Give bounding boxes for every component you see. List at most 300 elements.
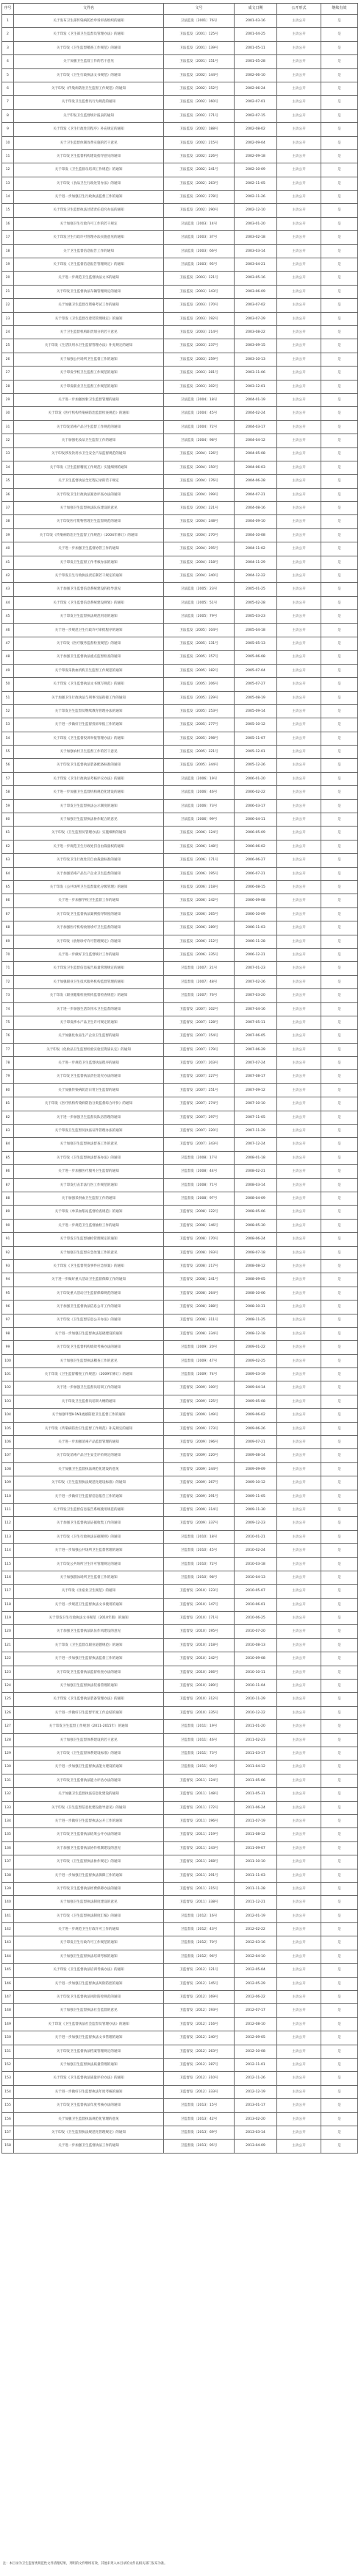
row-disclosure: 主动公开 [277,1585,321,1598]
row-disclosure: 主动公开 [277,1246,321,1259]
row-disclosure: 主动公开 [277,718,321,732]
table-row [2,2004,358,2017]
table-row [2,1178,358,1192]
table-row [2,840,358,853]
row-title: 关于印发卫生监督执法监督检查办法的通知 [14,1666,164,1679]
row-date: 2004-11-02 [235,542,277,556]
row-title: 关于印发卫生行政许可管理办法实施意见的通知 [14,231,164,244]
table-row [2,623,358,637]
row-date: 2004-04-12 [235,434,277,447]
row-validity: 是 [321,1381,358,1395]
row-index: 12 [2,163,14,177]
row-date: 2004-11-29 [235,556,277,569]
row-title: 关于印发《卫生行政执法证据规则》的通知 [14,1530,164,1543]
row-date: 2001-03-16 [235,15,277,28]
row-disclosure: 主动公开 [277,393,321,406]
row-date: 2007-02-26 [235,975,277,988]
row-title: 关于印发卫生监督执法经费保障办法的通知 [14,1882,164,1895]
row-validity: 是 [321,1923,358,1936]
row-validity: 是 [321,1991,358,2004]
row-validity: 是 [321,1788,358,1801]
row-title: 关于印发《卫生监督稽查工作规范》的通知 [14,41,164,54]
table-row [2,2017,358,2031]
row-validity: 是 [321,367,358,380]
row-index: 80 [2,1083,14,1097]
row-date: 2002-08-02 [235,123,277,136]
row-validity: 是 [321,894,358,907]
table-row [2,1259,358,1273]
row-validity: 是 [321,2140,358,2153]
row-validity: 是 [321,1855,358,1869]
row-title: 关于印发《住宿业卫生规范》的通知 [14,1585,164,1598]
table-row [2,1680,358,1693]
row-validity: 是 [321,1625,358,1638]
row-disclosure: 主动公开 [277,1368,321,1381]
row-index: 72 [2,975,14,988]
row-doc-number: 卫监督发〔2010〕266号 [164,1666,235,1679]
row-title: 关于进一步规范卫生监督抽检工作的通知 [14,1219,164,1232]
row-date: 2006-06-02 [235,840,277,853]
row-title: 关于印发《卫生监督体系建设标准》的通知 [14,1747,164,1761]
row-date: 2005-12-26 [235,759,277,772]
row-doc-number: 卫监督发〔2010〕123号 [164,1585,235,1598]
row-index: 1 [2,15,14,28]
row-disclosure: 主动公开 [277,325,321,339]
row-date: 2012-07-17 [235,2004,277,2017]
row-index: 33 [2,447,14,461]
table-row [2,746,358,759]
table-row [2,718,358,732]
row-disclosure: 主动公开 [277,258,321,272]
row-index: 142 [2,1923,14,1936]
table-row [2,502,358,515]
row-index: 18 [2,244,14,258]
row-title: 关于加强卫生监督执法装备管理的通知 [14,1680,164,1693]
row-doc-number: 卫法监发〔2004〕72号 [164,420,235,434]
row-title: 关于印发《卫生行政处罚程序》补充规定的通知 [14,123,164,136]
row-doc-number: 卫法监发〔2005〕277号 [164,718,235,732]
row-date: 2011-12-21 [235,1896,277,1909]
row-disclosure: 主动公开 [277,1841,321,1855]
table-row [2,596,358,609]
row-doc-number: 卫法监发〔2001〕151号 [164,55,235,68]
row-doc-number: 卫监督发〔2011〕268号 [164,1855,235,1869]
row-disclosure: 主动公开 [277,2031,321,2045]
table-row [2,1151,358,1164]
row-doc-number: 卫监督发〔2007〕128号 [164,1016,235,1029]
row-title: 关于印发卫生监督信息报告质量管理规定的通知 [14,962,164,975]
table-row [2,1855,358,1869]
row-doc-number: 卫监督发〔2011〕19号 [164,1720,235,1733]
row-disclosure: 主动公开 [277,881,321,894]
row-doc-number: 卫监督发〔2010〕195号 [164,1625,235,1638]
row-date: 2011-04-12 [235,1761,277,1774]
row-index: 121 [2,1638,14,1652]
row-index: 126 [2,1706,14,1719]
row-date: 2009-02-25 [235,1354,277,1367]
row-index: 124 [2,1680,14,1693]
row-title: 关于印发卫生监督执法能力评估办法的通知 [14,1774,164,1787]
table-row [2,299,358,312]
row-doc-number: 卫法监发〔2004〕270号 [164,528,235,542]
row-disclosure: 主动公开 [277,1273,321,1287]
row-title: 关于印发《卫生监督信息公开办法》的通知 [14,1314,164,1327]
row-doc-number: 卫监督发〔2009〕291号 [164,1490,235,1503]
row-doc-number: 卫监督发〔2011〕73号 [164,1747,235,1761]
row-validity: 是 [321,813,358,827]
row-doc-number: 卫法监发〔2005〕253号 [164,704,235,718]
row-doc-number: 卫监督发〔2012〕193号 [164,2004,235,2017]
row-validity: 是 [321,542,358,556]
row-date: 2007-09-12 [235,1083,277,1097]
row-disclosure: 主动公开 [277,177,321,190]
row-date: 2008-10-06 [235,1287,277,1300]
row-validity: 是 [321,1422,358,1435]
row-disclosure: 主动公开 [277,204,321,217]
row-validity: 是 [321,2085,358,2098]
row-disclosure: 主动公开 [277,542,321,556]
header-index: 序号 [2,4,14,15]
row-disclosure: 主动公开 [277,1476,321,1490]
table-row [2,1625,358,1638]
table-row [2,1233,358,1246]
row-date: 2003-09-15 [235,339,277,353]
table-row [2,488,358,501]
row-disclosure: 主动公开 [277,1233,321,1246]
row-doc-number: 卫监督发〔2009〕244号 [164,1462,235,1476]
row-date: 2005-04-18 [235,623,277,637]
row-index: 43 [2,583,14,596]
row-title: 关于印发卫生监督抽检管理规定的通知 [14,1233,164,1246]
table-row [2,217,358,230]
row-title: 关于印发消毒产品卫生安全评价规定的通知 [14,1449,164,1462]
row-date: 2006-07-21 [235,867,277,880]
table-row [2,827,358,840]
row-validity: 是 [321,68,358,82]
row-index: 13 [2,177,14,190]
row-index: 9 [2,123,14,136]
row-validity: 是 [321,1747,358,1761]
table-row [2,1314,358,1327]
row-doc-number: 卫监督发〔2010〕98号 [164,1571,235,1584]
row-title: 关于加强卫生监督应急处置工作的意见 [14,1246,164,1259]
row-doc-number: 卫法监发〔2006〕335号 [164,948,235,961]
row-disclosure: 主动公开 [277,1544,321,1557]
row-index: 39 [2,528,14,542]
row-date: 2002-07-01 [235,96,277,109]
row-doc-number: 卫监督发〔2009〕47号 [164,1354,235,1367]
row-doc-number: 卫监督发〔2009〕149号 [164,1409,235,1422]
row-doc-number: 卫监督发〔2009〕125号 [164,1395,235,1408]
row-doc-number: 卫监督发〔2008〕44号 [164,1165,235,1178]
row-title: 关于加强化妆品卫生监督工作的通知 [14,434,164,447]
row-title: 关于印发公共场所卫生许可管理规定的通知 [14,1557,164,1571]
row-title: 关于印发职业卫生监督工作规范的通知 [14,380,164,393]
row-validity: 是 [321,393,358,406]
row-index: 27 [2,367,14,380]
row-date: 2009-11-05 [235,1490,277,1503]
row-index: 93 [2,1259,14,1273]
row-title: 关于进一步做好卫生监督执法年度考核的通知 [14,2085,164,2098]
row-disclosure: 主动公开 [277,285,321,298]
row-title: 关于印发《传染病防治卫生监督工作规范》（2004年修订）的通知 [14,528,164,542]
row-validity: 是 [321,881,358,894]
row-disclosure: 主动公开 [277,1652,321,1666]
row-index: 107 [2,1449,14,1462]
row-title: 关于印发卫生监督员继续教育管理办法的通知 [14,704,164,718]
row-title: 关于加强卫生监督执法稽查工作的意见 [14,1354,164,1367]
row-validity: 是 [321,149,358,163]
row-disclosure: 主动公开 [277,1612,321,1625]
row-index: 91 [2,1233,14,1246]
table-row [2,1557,358,1571]
row-validity: 是 [321,353,358,366]
row-date: 2011-07-19 [235,1814,277,1827]
table-row [2,420,358,434]
row-index: 117 [2,1585,14,1598]
row-title: 关于印发《公共场所卫生监督量化分级管理》的通知 [14,881,164,894]
row-validity: 是 [321,475,358,488]
row-index: 11 [2,149,14,163]
row-index: 79 [2,1070,14,1083]
row-disclosure: 主动公开 [277,583,321,596]
row-index: 73 [2,989,14,1002]
row-validity: 是 [321,41,358,54]
table-row [2,163,358,177]
row-validity: 是 [321,1530,358,1543]
row-validity: 是 [321,488,358,501]
row-title: 关于印发《卫生监督执法装备管理办法》的通知 [14,1693,164,1706]
row-title: 关于加强农村卫生监督工作的若干意见 [14,746,164,759]
row-title: 关于印发采供血机构卫生监督工作规范的通知 [14,664,164,677]
row-validity: 是 [321,732,358,745]
row-doc-number: 卫监督发〔2010〕312号 [164,1693,235,1706]
row-disclosure: 主动公开 [277,353,321,366]
row-doc-number: 卫监督发〔2013〕15号 [164,2099,235,2112]
row-title: 关于进一步加强卫生行政执法监督工作的通知 [14,191,164,204]
row-disclosure: 主动公开 [277,1517,321,1530]
row-validity: 是 [321,1828,358,1841]
row-disclosure: 主动公开 [277,1625,321,1638]
row-date: 2005-09-14 [235,704,277,718]
row-doc-number: 卫监督发〔2011〕99号 [164,1761,235,1774]
row-validity: 是 [321,1070,358,1083]
row-disclosure: 主动公开 [277,623,321,637]
row-doc-number: 卫监督发〔2008〕122号 [164,1206,235,1219]
row-validity: 是 [321,407,358,420]
row-disclosure: 主动公开 [277,556,321,569]
row-doc-number: 卫法监发〔2005〕131号 [164,637,235,650]
row-index: 106 [2,1436,14,1449]
row-index: 22 [2,299,14,312]
row-date: 2007-06-05 [235,1030,277,1043]
row-doc-number: 卫监督发〔2012〕287号 [164,2058,235,2071]
row-title: 关于加强卫生监督执法质量管理的通知 [14,2058,164,2071]
row-index: 122 [2,1652,14,1666]
table-row [2,651,358,664]
table-row [2,325,358,339]
row-doc-number: 卫法监发〔2003〕66号 [164,244,235,258]
row-validity: 是 [321,948,358,961]
row-index: 84 [2,1138,14,1151]
table-row [2,786,358,799]
row-index: 86 [2,1165,14,1178]
row-index: 156 [2,2112,14,2126]
row-title: 关于加强卫生监督执法协作配合的意见 [14,813,164,827]
table-header-row [2,4,358,15]
table-row [2,1571,358,1584]
table-row [2,447,358,461]
row-date: 2002-11-26 [235,191,277,204]
row-doc-number: 卫监督发〔2007〕203号 [164,1057,235,1070]
row-date: 2006-03-17 [235,799,277,813]
row-index: 153 [2,2072,14,2085]
row-title: 关于印发消毒产品卫生监督工作规范的通知 [14,420,164,434]
row-title: 关于加强卫生监督执法证据收集工作的通知 [14,1517,164,1530]
row-date: 2008-05-06 [235,1206,277,1219]
table-row [2,637,358,650]
row-doc-number: 卫法监发〔2005〕229号 [164,691,235,704]
table-row [2,1030,358,1043]
table-row [2,1923,358,1936]
row-disclosure: 主动公开 [277,1043,321,1056]
row-date: 2002-10-09 [235,163,277,177]
row-date: 2009-05-08 [235,1395,277,1408]
row-date: 2011-11-03 [235,1869,277,1882]
row-doc-number: 卫监督发〔2007〕21号 [164,962,235,975]
table-row [2,1002,358,1016]
row-validity: 是 [321,2031,358,2045]
row-date: 2012-06-22 [235,1991,277,2004]
table-row [2,867,358,880]
table-row [2,528,358,542]
row-index: 66 [2,894,14,907]
table-row [2,312,358,325]
row-doc-number: 卫监督发〔2009〕314号 [164,1503,235,1516]
footnote: 注：本目录为卫生监督类规范性文件清理结果，列明的文件继续有效，其他未列入本目录的文件以相关部门发布为准。 [3,2562,168,2566]
header-validity: 继续有效 [321,4,358,15]
row-disclosure: 主动公开 [277,1395,321,1408]
row-doc-number: 卫法监发〔2006〕242号 [164,894,235,907]
row-disclosure: 主动公开 [277,772,321,785]
row-title: 关于印发《卫生监督员着装管理规定》的通知 [14,312,164,325]
row-index: 128 [2,1733,14,1747]
row-validity: 是 [321,718,358,732]
row-index: 53 [2,718,14,732]
table-row [2,1476,358,1490]
table-row [2,2045,358,2058]
table-row [2,1287,358,1300]
table-row [2,1206,358,1219]
row-title: 关于进一步加强公共场所卫生监督管理的通知 [14,1544,164,1557]
row-disclosure: 主动公开 [277,1680,321,1693]
row-date: 2011-08-12 [235,1828,277,1841]
table-row [2,434,358,447]
row-date: 2009-11-30 [235,1503,277,1516]
row-index: 146 [2,1977,14,1990]
table-body [2,15,358,2154]
row-date: 2004-05-08 [235,447,277,461]
row-disclosure: 主动公开 [277,2072,321,2085]
table-row [2,41,358,54]
row-disclosure: 主动公开 [277,1814,321,1827]
row-validity: 是 [321,299,358,312]
row-doc-number: 卫法监发〔2002〕278号 [164,191,235,204]
row-title: 关于印发《卫生监督突发事件应急预案》的通知 [14,1259,164,1273]
row-disclosure: 主动公开 [277,312,321,325]
table-row [2,1964,358,1977]
row-validity: 是 [321,1720,358,1733]
row-validity: 是 [321,1666,358,1679]
row-date: 2003-08-22 [235,325,277,339]
row-title: 关于进一步规范卫生监督执法程序的通知 [14,1057,164,1070]
row-disclosure: 主动公开 [277,461,321,474]
table-row [2,68,358,82]
row-date: 2004-07-21 [235,488,277,501]
row-index: 8 [2,109,14,122]
row-validity: 是 [321,975,358,988]
row-date: 2009-06-26 [235,1422,277,1435]
row-disclosure: 主动公开 [277,1314,321,1327]
row-index: 23 [2,312,14,325]
row-title: 关于印发《卫生监督员培训工作规范》的通知 [14,163,164,177]
table-row [2,1896,358,1909]
table-row [2,1273,358,1287]
row-date: 2006-04-11 [235,813,277,827]
row-date: 2009-07-21 [235,1436,277,1449]
row-disclosure: 主动公开 [277,2085,321,2098]
row-date: 2003-03-14 [235,244,277,258]
row-doc-number: 卫监督发〔2008〕193号 [164,1246,235,1259]
row-disclosure: 主动公开 [277,2017,321,2031]
row-index: 150 [2,2031,14,2045]
table-row [2,975,358,988]
row-doc-number: 卫法监发〔2004〕318号 [164,556,235,569]
row-title: 关于加强卫生监督工作的若干意见 [14,55,164,68]
row-doc-number: 卫法监发〔2006〕124号 [164,827,235,840]
row-title: 关于印发重大活动卫生监督保障规范的通知 [14,1287,164,1300]
row-doc-number: 卫监督发〔2008〕17号 [164,1151,235,1164]
row-index: 132 [2,1788,14,1801]
row-date: 2012-12-19 [235,2085,277,2098]
row-validity: 是 [321,1733,358,1747]
row-validity: 是 [321,2017,358,2031]
row-index: 147 [2,1991,14,2004]
table-row [2,962,358,975]
row-date: 2012-08-10 [235,2017,277,2031]
row-title: 关于加强卫生监督执法信息化建设的通知 [14,1788,164,1801]
row-doc-number: 卫监督发〔2009〕74号 [164,1368,235,1381]
row-doc-number: 卫监督发〔2007〕76号 [164,989,235,1002]
row-index: 42 [2,570,14,583]
table-row [2,1530,358,1543]
row-index: 69 [2,935,14,948]
table-row [2,515,358,528]
row-index: 127 [2,1720,14,1733]
row-date: 2006-06-27 [235,854,277,867]
row-index: 87 [2,1178,14,1192]
row-date: 2003-10-13 [235,353,277,366]
table-row [2,1991,358,2004]
row-index: 35 [2,475,14,488]
row-doc-number: 卫监督发〔2010〕289号 [164,1680,235,1693]
row-validity: 是 [321,1693,358,1706]
row-date: 2012-09-05 [235,2031,277,2045]
row-disclosure: 主动公开 [277,610,321,623]
row-validity: 是 [321,678,358,691]
row-validity: 是 [321,82,358,95]
row-title: 关于加强卫生监督员资格考试工作的通知 [14,299,164,312]
